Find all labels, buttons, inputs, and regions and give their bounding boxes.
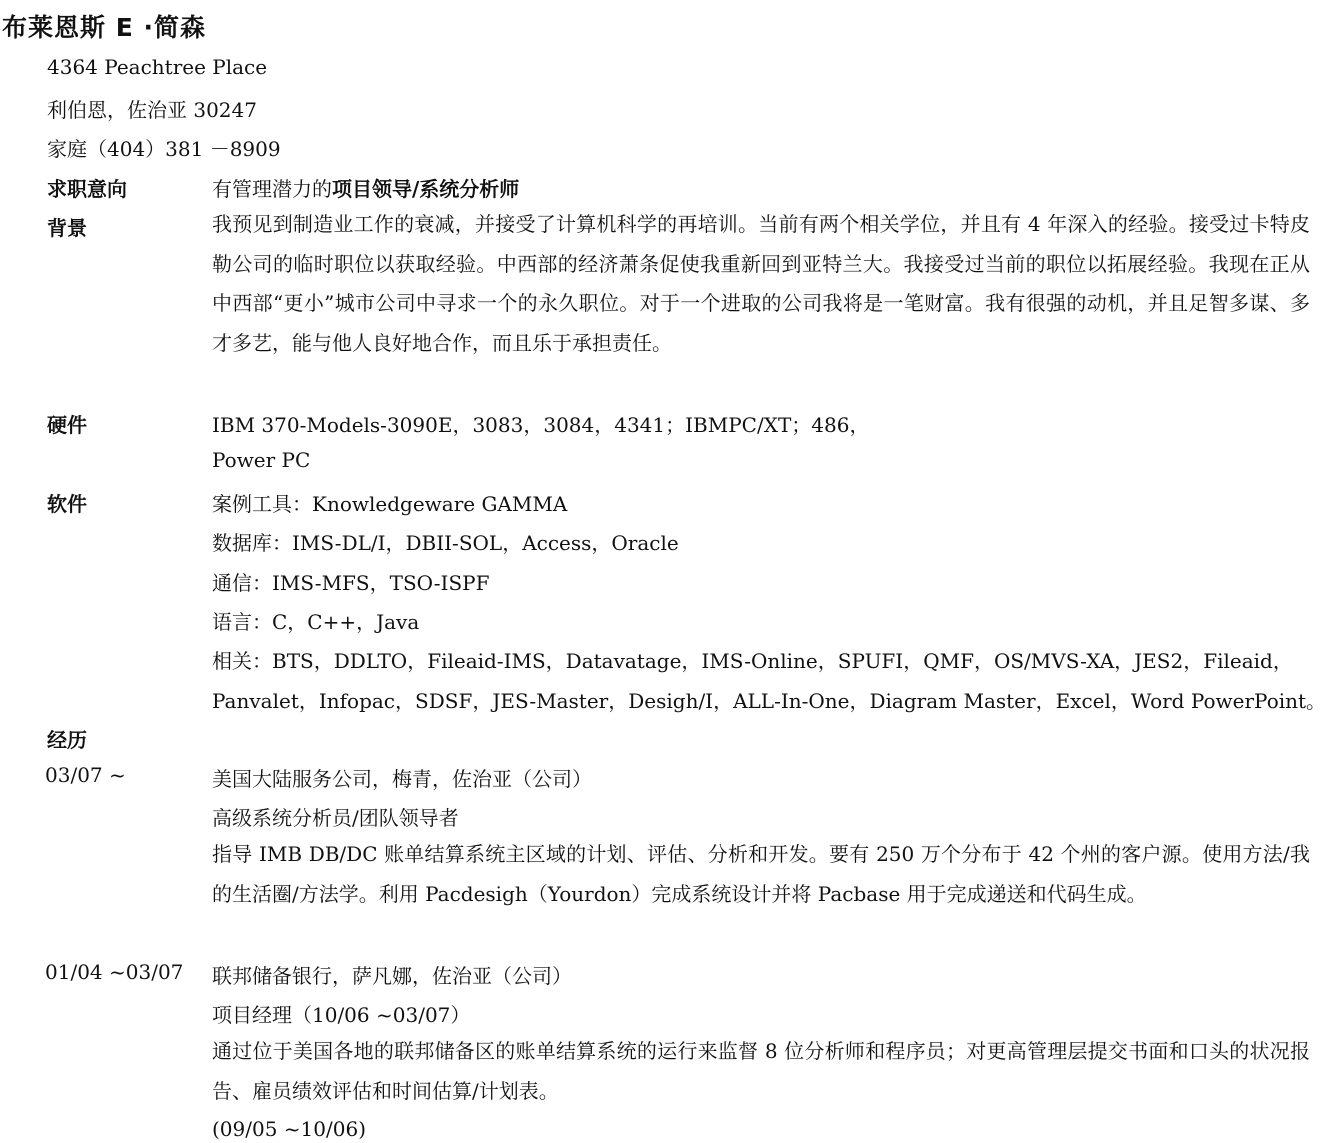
background-label: 背景 [47, 216, 87, 240]
objective-position: 项目领导/系统分析师 [332, 177, 520, 201]
job-dates: 01/04 ~03/07 [45, 960, 184, 984]
objective-prefix: 有管理潜力的 [212, 177, 332, 201]
software-communications: 通信：IMS-MFS，TSO-ISPF [212, 571, 490, 595]
job-title: 高级系统分析员/团队领导者 [212, 806, 459, 830]
applicant-name: 布莱恩斯 E ·简森 [2, 13, 206, 42]
hardware-label: 硬件 [47, 413, 87, 437]
software-label: 软件 [47, 492, 87, 516]
job-title: 项目经理（10/06 ~03/07） [212, 1003, 471, 1027]
address-city: 利伯恩，佐治亚 30247 [47, 98, 257, 122]
background-text: 我预见到制造业工作的衰减，并接受了计算机科学的再培训。当前有两个相关学位，并且有 4 年深入的经验。接受过卡特皮勒公司的临时职位以获取经验。中西部的经济萧条促使我重新回到亚特兰大。我接受过当前的职位以拓展经验。我现在正从中西部“更小”城市公司中寻求一个的永久职位。对于一个进取的公司我将是一笔财富。我有很强的动机，并且足智多谋、多才多艺，能与他人良好地合作，而且乐于承担责任。 [212, 212, 1310, 355]
job-description: 指导 IMB DB/DC 账单结算系统主区域的计划、评估、分析和开发。要有 250 万个分布于 42 个州的客户源。使用方法/我的生活圈/方法学。利用 Pacdesigh（Yourdon）完成系统设计并将 Pacbase 用于完成递送和代码生成。 [212, 842, 1310, 906]
software-related-1: 相关：BTS，DDLTO，Fileaid-IMS，Datavatage，IMS-Online，SPUFI，QMF，OS/MVS-XA，JES2，Fileaid， [212, 649, 1293, 673]
experience-label: 经历 [47, 728, 87, 752]
hardware-line-1: IBM 370-Models-3090E，3083，3084，4341；IBMPC/XT；486， [212, 413, 870, 437]
software-case-tools: 案例工具：Knowledgeware GAMMA [212, 492, 568, 516]
job-company: 联邦储备银行，萨凡娜，佐治亚（公司） [212, 964, 572, 988]
job-description: 通过位于美国各地的联邦储备区的账单结算系统的运行来监督 8 位分析师和程序员；对更高管理层提交书面和口头的状况报告、雇员绩效评估和时间估算/计划表。 [212, 1039, 1310, 1103]
objective-label: 求职意向 [47, 177, 127, 201]
software-related-2: Panvalet，Infopac，SDSF，JES-Master，Desigh/I，ALL-In-One，Diagram Master，Excel，Word PowerPoint。 [212, 689, 1327, 713]
software-databases: 数据库：IMS-DL/I，DBII-SOL，Access，Oracle [212, 531, 679, 555]
job-next-period: (09/05 ~10/06) [212, 1117, 366, 1141]
job-company: 美国大陆服务公司，梅青，佐治亚（公司） [212, 767, 592, 791]
phone-number: 家庭（404）381 －8909 [47, 137, 281, 161]
software-languages: 语言：C，C++，Java [212, 610, 420, 634]
address-street: 4364 Peachtree Place [47, 55, 268, 79]
hardware-line-2: Power PC [212, 448, 311, 472]
objective-text [212, 173, 519, 202]
job-dates: 03/07 ~ [45, 763, 126, 787]
